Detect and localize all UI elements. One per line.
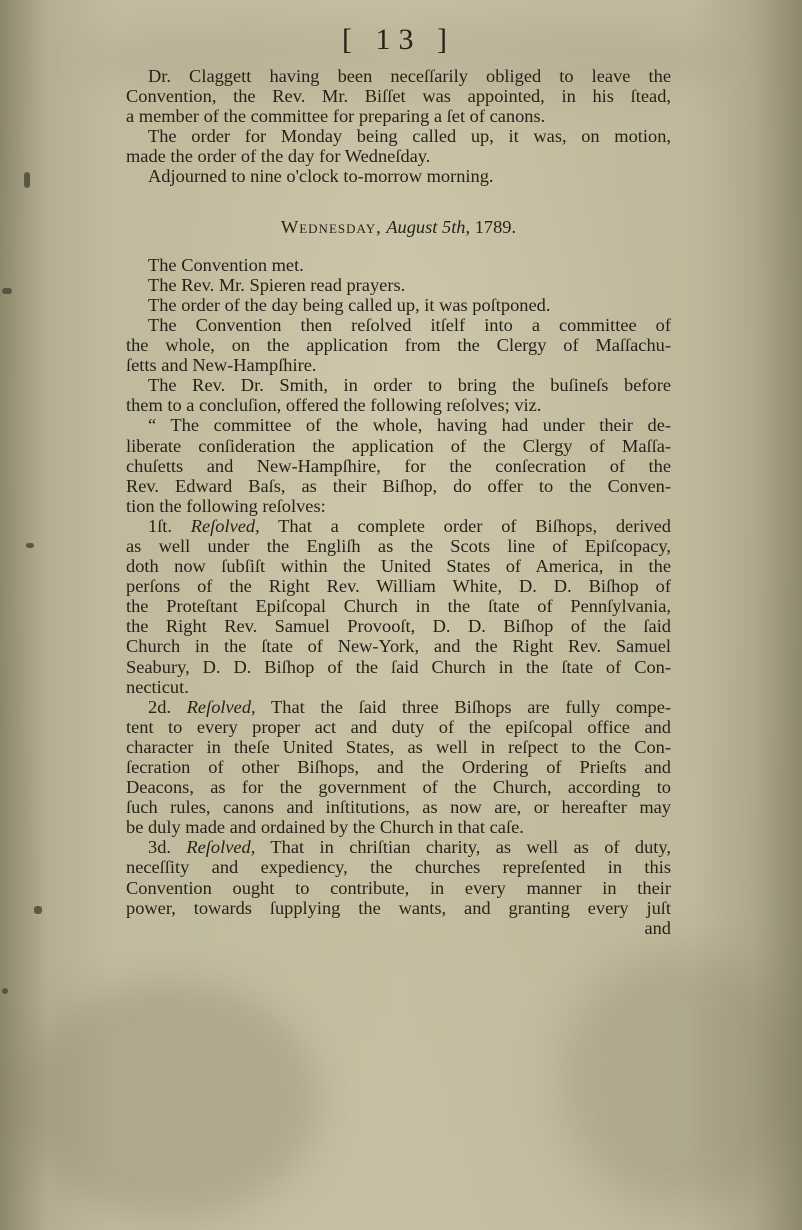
text-line: necticut. <box>126 676 189 697</box>
text-line: as well under the Engliſh as the Scots line of Epiſcopacy, <box>126 535 671 556</box>
text-line: That a complete order of Biſhops, derived <box>278 515 671 536</box>
edge-mark <box>34 906 42 914</box>
catchword: and <box>644 917 671 938</box>
text-line: tent to every proper act and duty of the epiſcopal office and <box>126 716 671 737</box>
resolution-line <box>126 837 671 857</box>
text-line: neceſſity and expediency, the churches repreſented in this <box>126 857 671 878</box>
edge-mark <box>2 988 8 994</box>
text-line: “ The committee of the whole, having had under their de- <box>148 415 671 436</box>
text-line: Dr. Claggett having been neceſſarily obliged to leave the <box>148 66 671 86</box>
resolution-word: Reſolved, <box>190 515 260 536</box>
text-line: The Rev. Dr. Smith, in order to bring the buſineſs before <box>148 375 671 396</box>
text-line: a member of the committee for preparing a ſet of canons. <box>126 106 546 127</box>
resolution-number: 1ſt. <box>148 515 173 536</box>
text-line: Convention ought to contribute, in every manner in their <box>126 877 671 898</box>
text-line: be duly made and ordained by the Church in that caſe. <box>126 817 524 838</box>
text-line: ſuch rules, canons and inſtitutions, as now are, or hereafter may <box>126 797 671 818</box>
text-line: ſetts and New-Hampſhire. <box>126 355 317 376</box>
text-line: The Convention met. <box>148 254 304 275</box>
text-line: liberate conſideration the application of the Clergy of Maſſa- <box>126 435 671 456</box>
text-line: Seabury, D. D. Biſhop of the ſaid Church in the ſtate of Con- <box>126 656 671 677</box>
date-heading <box>126 217 671 237</box>
text-line: perſons of the Right Rev. William White, D. D. Biſhop of <box>126 576 671 597</box>
text-line: chuſetts and New-Hampſhire, for the conſecration of the <box>126 455 671 476</box>
text-line: The order of the day being called up, it was poſtponed. <box>148 294 551 315</box>
text-line: The order for Monday being called up, it was, on motion, <box>148 126 671 147</box>
resolution-line <box>126 697 671 717</box>
resolution-number: 2d. <box>148 696 171 717</box>
edge-mark <box>2 288 12 294</box>
edge-mark <box>26 543 34 548</box>
heading-year: 1789. <box>474 216 517 237</box>
text-line: Church in the ſtate of New-York, and the Right Rev. Samuel <box>126 636 671 657</box>
text-line: power, towards ſupplying the wants, and granting every juſt <box>126 897 671 918</box>
resolution-number: 3d. <box>148 837 171 858</box>
text-line: ſecration of other Biſhops, and the Ordering of Prieſts and <box>126 757 671 777</box>
text-line: made the order of the day for Wedneſday. <box>126 146 431 167</box>
paper-stain <box>20 980 320 1220</box>
text-line: That in chriſtian charity, as well as of duty, <box>270 837 672 858</box>
text-line: the whole, on the application from the Clergy of Maſſachu- <box>126 335 671 356</box>
text-line: The Convention then reſolved itſelf into a committee of <box>148 314 671 335</box>
text-line: Convention, the Rev. Mr. Biſſet was appointed, in his ſtead, <box>126 86 671 107</box>
page-number: [ 13 ] <box>342 23 455 56</box>
text-line: Deacons, as for the government of the Church, according to <box>126 777 671 798</box>
text-line: Adjourned to nine o'clock to-morrow morning. <box>148 166 494 187</box>
heading-day: Wednesday, <box>280 216 382 237</box>
page-text <box>126 22 671 938</box>
edge-mark <box>24 172 30 188</box>
text-line: tion the following reſolves: <box>126 495 326 516</box>
paper-stain <box>560 950 800 1210</box>
resolution-line <box>126 516 671 536</box>
resolution-word: Reſolved, <box>186 837 256 858</box>
heading-date: August 5th, <box>386 216 471 237</box>
text-line: That the ſaid three Biſhops are fully compe- <box>271 696 671 717</box>
text-line: doth now ſubſiſt within the United States of America, in the <box>126 556 671 577</box>
text-line: character in theſe United States, as well in reſpect to the Con- <box>126 736 671 757</box>
resolution-word: Reſolved, <box>186 696 256 717</box>
text-line: Rev. Edward Baſs, as their Biſhop, do offer to the Conven- <box>126 475 671 496</box>
text-line: The Rev. Mr. Spieren read prayers. <box>148 274 406 295</box>
text-line: the Right Rev. Samuel Provooſt, D. D. Biſhop of the ſaid <box>126 616 671 637</box>
text-line: the Proteſtant Epiſcopal Church in the ſtate of Pennſylvania, <box>126 596 671 617</box>
text-line: them to a concluſion, offered the following reſolves; viz. <box>126 395 542 416</box>
